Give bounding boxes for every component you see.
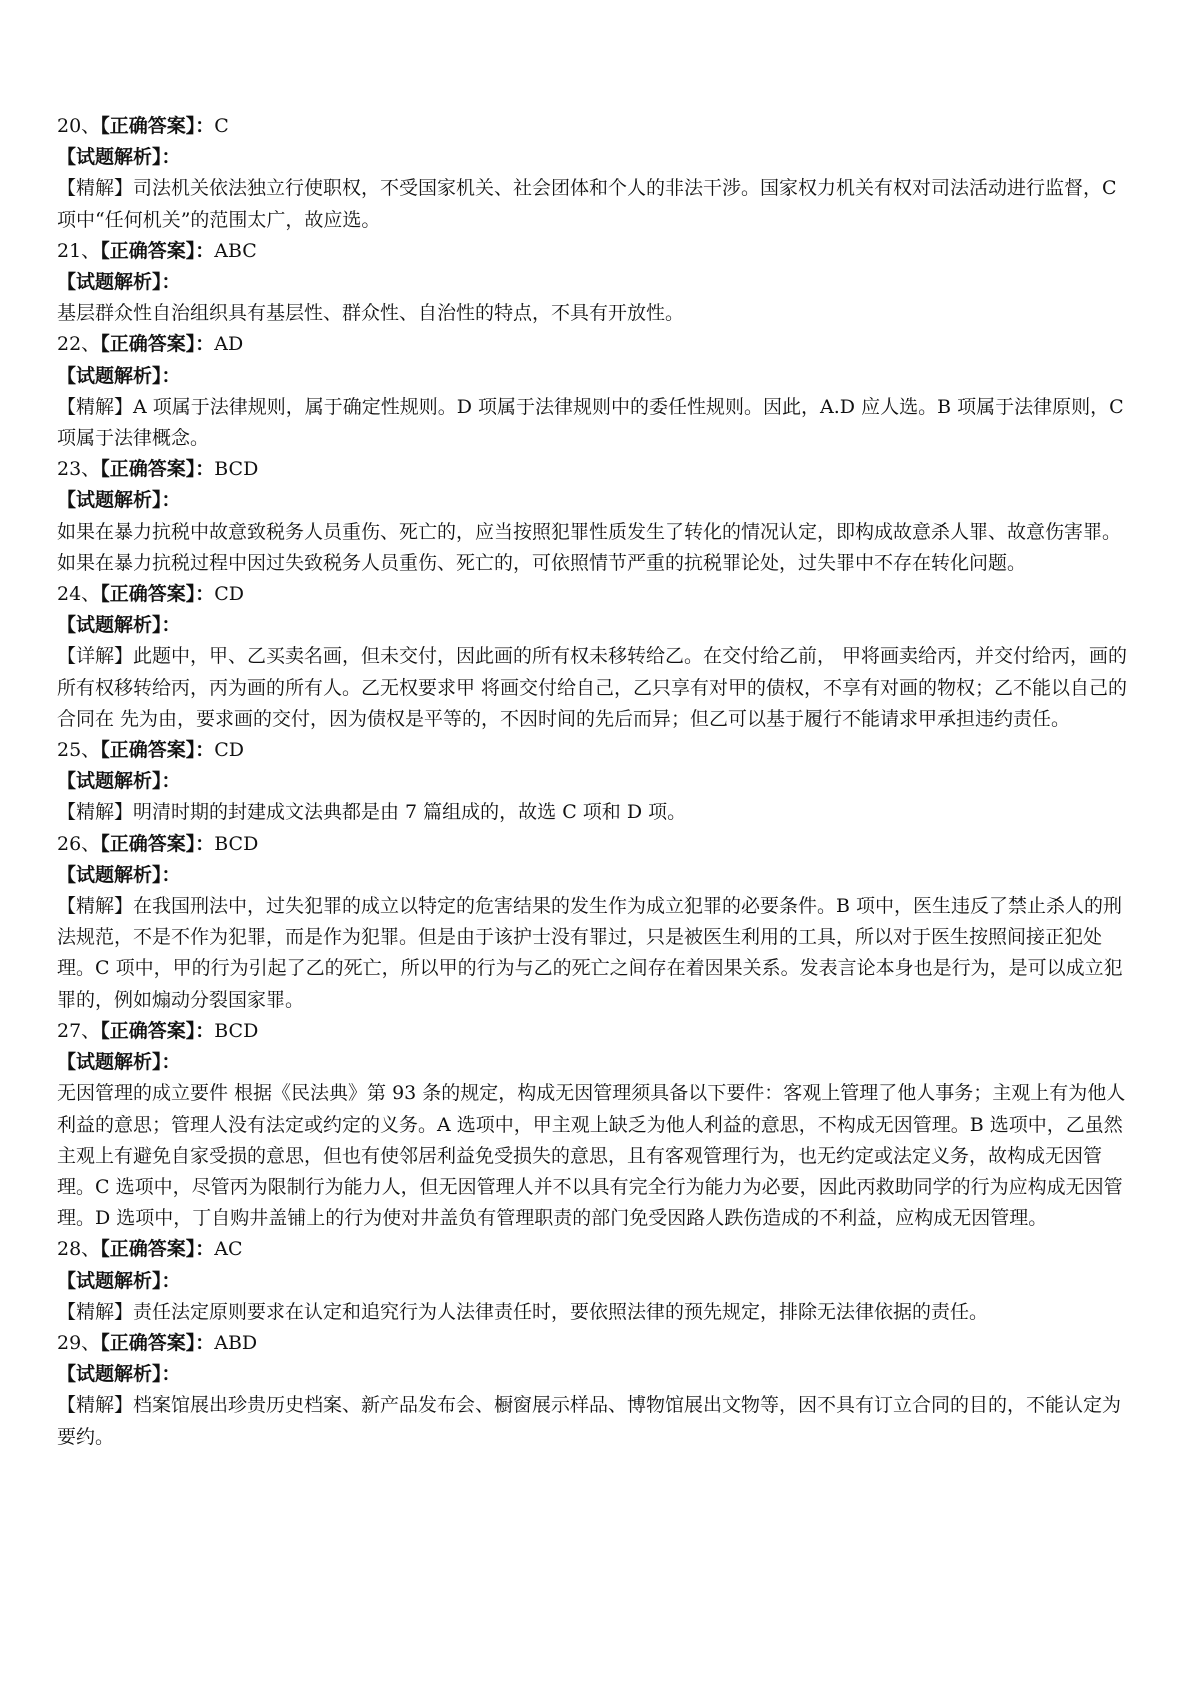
answer-line <box>57 454 1135 485</box>
answer-item-27 <box>57 1016 1135 1234</box>
analysis-text: 【精解】档案馆展出珍贵历史档案、新产品发布会、橱窗展示样品、博物馆展出文物等，因不具有订立合同的目的，不能认定为要约。 <box>57 1394 1122 1448</box>
answer-value: BCD <box>214 1019 259 1042</box>
answer-value: ABD <box>214 1331 258 1354</box>
answer-separator: ： <box>195 115 215 137</box>
answer-value: CD <box>214 739 244 762</box>
answer-label: 【正确答案】 <box>100 583 196 606</box>
answer-separator: ： <box>195 832 215 855</box>
analysis-text: 【精解】司法机关依法独立行使职权，不受国家机关、社会团体和个人的非法干涉。国家权力机关有权对司法活动进行监督，C 项中“任何机关”的范围太广，故应选。 <box>57 177 1117 231</box>
analysis-text: 【精解】A 项属于法律规则，属于确定性规则。D 项属于法律规则中的委任性规则。因此，A.D 应人选。B 项属于法律原则，C 项属于法律概念。 <box>57 395 1124 450</box>
answer-line <box>57 735 1135 766</box>
question-number: 20、 <box>57 115 101 137</box>
question-number: 23、 <box>57 458 101 481</box>
document-page <box>57 111 1135 1453</box>
answer-label: 【正确答案】 <box>100 333 196 356</box>
answer-line <box>57 579 1135 610</box>
answer-separator: ： <box>195 458 215 481</box>
answer-label: 【正确答案】 <box>100 239 196 262</box>
question-number: 28、 <box>57 1238 101 1261</box>
analysis-label: 【试题解析】： <box>57 1051 181 1074</box>
answer-line <box>57 829 1135 860</box>
answer-label: 【正确答案】 <box>100 739 196 762</box>
answer-value: AC <box>214 1238 243 1261</box>
analysis-label: 【试题解析】： <box>57 1269 181 1292</box>
answer-item-28 <box>57 1234 1135 1328</box>
analysis-text: 如果在暴力抗税中故意致税务人员重伤、死亡的，应当按照犯罪性质发生了转化的情况认定，即构成故意杀人罪、故意伤害罪。如果在暴力抗税过程中因过失致税务人员重伤、死亡的，可依照情节严重的抗税罪论处，过失罪中不存在转化问题。 <box>57 520 1122 574</box>
answer-label: 【正确答案】 <box>100 1019 196 1042</box>
analysis-label: 【试题解析】： <box>57 1363 181 1386</box>
answer-item-26 <box>57 829 1135 1016</box>
answer-item-22 <box>57 329 1135 454</box>
answer-line <box>57 236 1135 267</box>
answer-separator: ： <box>195 1331 215 1354</box>
answer-value: BCD <box>214 832 259 855</box>
analysis-label: 【试题解析】： <box>57 863 181 886</box>
analysis-text: 【精解】在我国刑法中，过失犯罪的成立以特定的危害结果的发生作为成立犯罪的必要条件。B 项中，医生违反了禁止杀人的刑法规范，不是不作为犯罪，而是作为犯罪。但是由于该护士没有罪过，只是被医生利用的工具，所以对于医生按照间接正犯处理。C 项中，甲的行为引起了乙的死亡，所以甲的行为与乙的死亡之间存在着因果关系。发表言论本身也是行为，是可以成立犯罪的，例如煽动分裂国家罪。 <box>57 895 1123 1011</box>
answer-value: ABC <box>214 239 257 262</box>
answer-separator: ： <box>195 1019 215 1042</box>
answer-line <box>57 329 1135 360</box>
answer-line <box>57 111 1135 142</box>
answer-item-23 <box>57 454 1135 579</box>
analysis-text: 【精解】责任法定原则要求在认定和追究行为人法律责任时，要依照法律的预先规定，排除无法律依据的责任。 <box>57 1300 989 1323</box>
answer-label: 【正确答案】 <box>100 458 196 481</box>
answer-value: C <box>214 115 229 137</box>
answer-label: 【正确答案】 <box>100 115 196 137</box>
analysis-label: 【试题解析】： <box>57 770 181 793</box>
answer-label: 【正确答案】 <box>100 1331 196 1354</box>
answer-item-25 <box>57 735 1135 829</box>
answer-value: AD <box>214 333 244 356</box>
answer-label: 【正确答案】 <box>100 832 196 855</box>
question-number: 29、 <box>57 1331 101 1354</box>
answer-line <box>57 1016 1135 1047</box>
analysis-label: 【试题解析】： <box>57 146 181 169</box>
question-number: 21、 <box>57 239 101 262</box>
question-number: 22、 <box>57 333 101 356</box>
answer-line <box>57 1328 1135 1359</box>
analysis-text: 基层群众性自治组织具有基层性、群众性、自治性的特点，不具有开放性。 <box>57 302 685 325</box>
answer-separator: ： <box>195 333 215 356</box>
analysis-text: 【精解】明清时期的封建成文法典都是由 7 篇组成的，故选 C 项和 D 项。 <box>57 801 687 824</box>
analysis-label: 【试题解析】： <box>57 489 181 512</box>
answer-value: BCD <box>214 458 259 481</box>
answer-separator: ： <box>195 239 215 262</box>
analysis-text: 【详解】此题中，甲、乙买卖名画，但未交付，因此画的所有权未移转给乙。在交付给乙前， 甲将画卖给丙，并交付给丙，画的所有权移转给丙，丙为画的所有人。乙无权要求甲 将画交付给自己，乙只享有对甲的债权，不享有对画的物权；乙不能以自己的合同在 先为由，要求画的交付，因为债权是平等的，不因时间的先后而异；但乙可以基于履行不能请求甲承担违约责任。 <box>57 645 1128 730</box>
answer-separator: ： <box>195 739 215 762</box>
question-number: 27、 <box>57 1019 101 1042</box>
question-number: 25、 <box>57 739 101 762</box>
answer-item-24 <box>57 579 1135 735</box>
question-number: 24、 <box>57 583 101 606</box>
answer-separator: ： <box>195 1238 215 1261</box>
answer-value: CD <box>214 583 244 606</box>
analysis-text: 无因管理的成立要件 根据《民法典》第 93 条的规定，构成无因管理须具备以下要件：客观上管理了他人事务；主观上有为他人利益的意思；管理人没有法定或约定的义务。A 选项中，甲主观上缺乏为他人利益的意思，不构成无因管理。B 选项中，乙虽然主观上有避免自家受损的意思，但也有使邻居利益免受损失的意思，且有客观管理行为，也无约定或法定义务，故构成无因管理。C 选项中，尽管丙为限制行为能力人，但无因管理人并不以具有完全行为能力为必要，因此丙救助同学的行为应构成无因管理。D 选项中，丁自购井盖铺上的行为使对井盖负有管理职责的部门免受因路人跌伤造成的不利益，应构成无因管理。 <box>57 1082 1126 1230</box>
question-number: 26、 <box>57 832 101 855</box>
answer-separator: ： <box>195 583 215 606</box>
analysis-label: 【试题解析】： <box>57 271 181 294</box>
answer-item-20 <box>57 111 1135 236</box>
answer-item-21 <box>57 236 1135 330</box>
answer-line <box>57 1234 1135 1265</box>
analysis-label: 【试题解析】： <box>57 614 181 637</box>
analysis-label: 【试题解析】： <box>57 364 181 387</box>
answer-item-29 <box>57 1328 1135 1453</box>
answer-label: 【正确答案】 <box>100 1238 196 1261</box>
